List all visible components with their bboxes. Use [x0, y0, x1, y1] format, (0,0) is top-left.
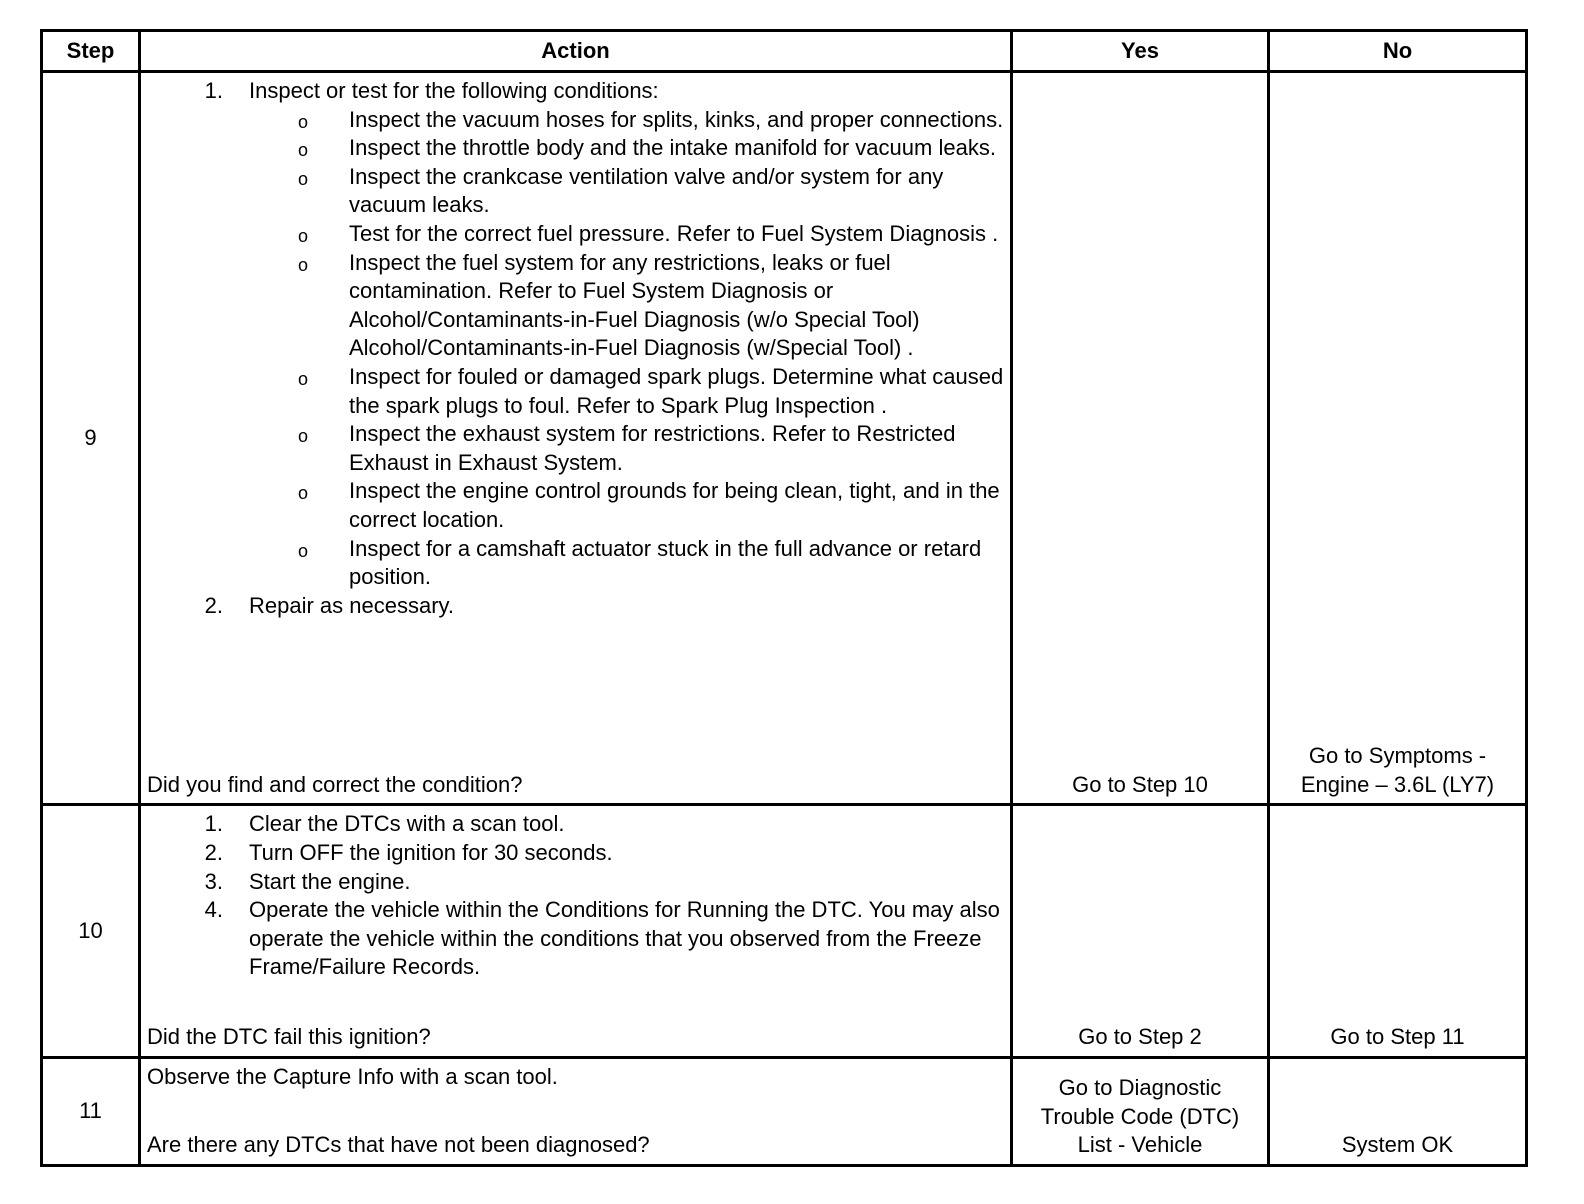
- question-text: Did you find and correct the condition?: [147, 771, 523, 797]
- yes-result: Go to Step 10: [1072, 771, 1208, 797]
- yes-result-line: List - Vehicle: [1077, 1132, 1203, 1158]
- step-text: Repair as necessary.: [249, 592, 455, 618]
- header-step: Step: [42, 31, 140, 72]
- condition-text: Test for the correct fuel pressure. Refer to Fuel System Diagnosis .: [349, 221, 999, 247]
- step-text: Inspect or test for the following conditions:: [249, 78, 659, 104]
- step-text: Operate the vehicle within the Conditions for Running the DTC. You may also operate the vehicle within the conditions that you observed from the Freeze Frame/Failure Records.: [249, 897, 1000, 980]
- header-row: [42, 31, 1527, 72]
- action-cell: [140, 805, 1012, 1057]
- bullet-icon: o: [298, 483, 309, 504]
- condition-list: [249, 106, 1006, 592]
- yes-result-line: Trouble Code (DTC): [1040, 1103, 1240, 1129]
- no-result: Go to Step 11: [1330, 1024, 1465, 1050]
- question-text: Are there any DTCs that have not been diagnosed?: [147, 1132, 650, 1158]
- question-text: Did the DTC fail this ignition?: [147, 1024, 431, 1050]
- list-item: [147, 868, 1006, 897]
- list-item: [249, 535, 1006, 592]
- list-item: [249, 134, 1006, 163]
- step-text: Clear the DTCs with a scan tool.: [249, 811, 565, 837]
- list-item: [147, 77, 1006, 592]
- no-result: [1270, 742, 1525, 799]
- yes-result-line: Go to Diagnostic: [1058, 1075, 1222, 1101]
- step-num: 3.: [204, 868, 223, 894]
- condition-text: Inspect the exhaust system for restrictions. Refer to Restricted Exhaust in Exhaust System.: [349, 421, 956, 475]
- table-row-step-10: [42, 805, 1527, 1057]
- step-num: 1.: [204, 811, 223, 837]
- step-number: 11: [42, 1057, 140, 1165]
- yes-result: Go to Step 2: [1078, 1024, 1202, 1050]
- no-cell: [1269, 1057, 1527, 1165]
- list-item: [249, 249, 1006, 363]
- step-num: 4.: [204, 897, 223, 923]
- step-number: 9: [42, 72, 140, 805]
- list-item: [249, 477, 1006, 534]
- table-row-step-11: [42, 1057, 1527, 1165]
- condition-text: Inspect the throttle body and the intake manifold for vacuum leaks.: [349, 135, 996, 161]
- action-text: Observe the Capture Info with a scan tool.: [147, 1063, 558, 1089]
- list-item: [249, 106, 1006, 135]
- condition-text: Inspect for a camshaft actuator stuck in the full advance or retard position.: [349, 535, 982, 590]
- table-row-step-9: [42, 72, 1527, 805]
- no-result-line: Engine – 3.6L (LY7): [1300, 771, 1495, 797]
- step-text: Start the engine.: [249, 868, 411, 894]
- action-steps: [147, 810, 1006, 982]
- step-num: 1.: [204, 78, 223, 104]
- bullet-icon: o: [298, 254, 309, 275]
- no-result: System OK: [1341, 1132, 1454, 1158]
- condition-text: Inspect the fuel system for any restrictions, leaks or fuel contamination. Refer to Fuel System Diagnosis or Alcohol/Contaminants-in-Fuel Diagnosis (w/o Special Tool) Alcohol/Contaminants-in-Fuel Diagnosis (w/Special Tool) .: [349, 249, 920, 361]
- list-item: [147, 592, 1006, 621]
- condition-text: Inspect for fouled or damaged spark plugs. Determine what caused the spark plugs to foul. Refer to Spark Plug Inspection .: [349, 364, 1004, 418]
- header-yes: Yes: [1012, 31, 1269, 72]
- condition-text: Inspect the vacuum hoses for splits, kinks, and proper connections.: [349, 106, 1004, 132]
- bullet-icon: o: [298, 111, 309, 132]
- list-item: [249, 363, 1006, 420]
- header-action: Action: [140, 31, 1012, 72]
- header-no: No: [1269, 31, 1527, 72]
- bullet-icon: o: [298, 369, 309, 389]
- step-number: 10: [42, 805, 140, 1057]
- list-item: [147, 896, 1006, 982]
- step-num: 2.: [204, 592, 223, 618]
- list-item: [147, 810, 1006, 839]
- no-cell: [1269, 805, 1527, 1057]
- action-cell: [140, 72, 1012, 805]
- list-item: [147, 839, 1006, 868]
- list-item: [249, 420, 1006, 477]
- list-item: [249, 163, 1006, 220]
- yes-cell: [1012, 72, 1269, 805]
- no-result-line: Go to Symptoms -: [1308, 743, 1487, 769]
- no-cell: [1269, 72, 1527, 805]
- bullet-icon: o: [298, 426, 309, 447]
- step-text: Turn OFF the ignition for 30 seconds.: [249, 839, 613, 865]
- diagnostic-table: [40, 29, 1528, 1167]
- step-num: 2.: [204, 839, 223, 865]
- bullet-icon: o: [298, 168, 309, 189]
- yes-cell: [1012, 1057, 1269, 1165]
- yes-result: [1013, 1074, 1267, 1160]
- bullet-icon: o: [298, 140, 309, 161]
- bullet-icon: o: [298, 226, 309, 247]
- condition-text: Inspect the engine control grounds for being clean, tight, and in the correct location.: [349, 478, 1000, 532]
- list-item: [249, 220, 1006, 249]
- action-cell: [140, 1057, 1012, 1165]
- action-steps: [147, 77, 1006, 620]
- yes-cell: [1012, 805, 1269, 1057]
- condition-text: Inspect the crankcase ventilation valve and/or system for any vacuum leaks.: [349, 163, 944, 218]
- bullet-icon: o: [298, 540, 309, 561]
